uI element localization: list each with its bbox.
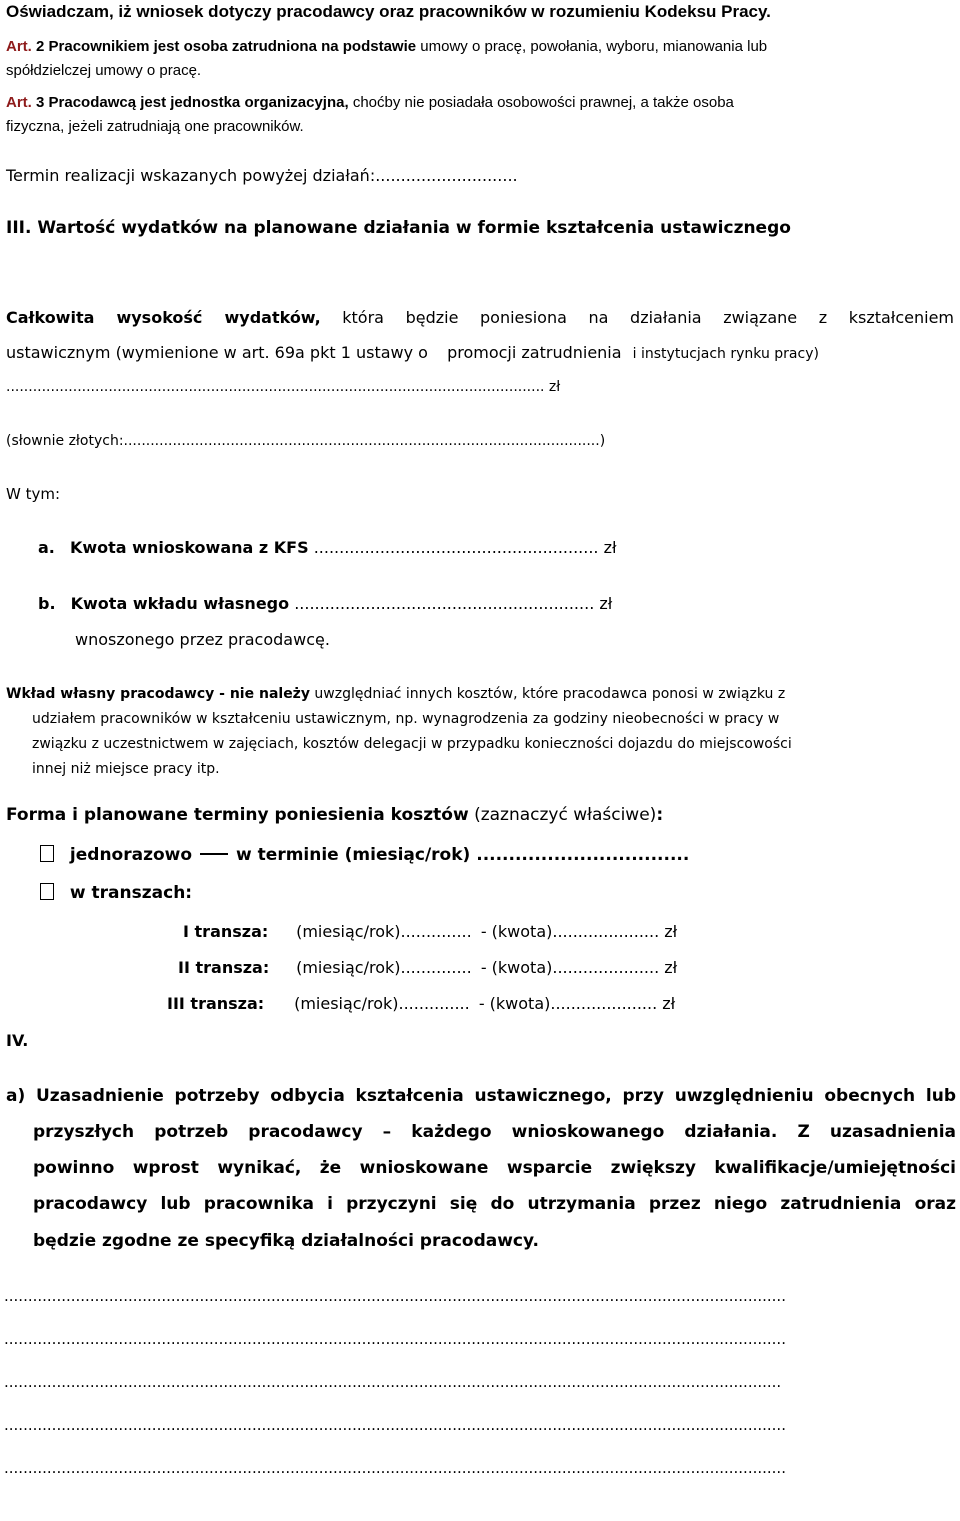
one-time-checkbox[interactable]	[40, 845, 54, 862]
tranche-amount-field[interactable]: - (kwota)..................... zł	[478, 994, 676, 1013]
option-one-time	[40, 845, 689, 865]
justification-fill-line[interactable]: ...................................................................................................................................................................	[4, 1373, 782, 1391]
total-expenses-bold: Całkowita wysokość wydatków,	[6, 308, 321, 327]
tranche-row-1	[183, 922, 677, 941]
tranche-amount-field[interactable]: - (kwota)..................... zł	[480, 922, 678, 941]
one-time-label: jednorazowo	[69, 845, 193, 865]
art2-rest: umowy o pracę, powołania, wyboru, mianowania lub	[420, 38, 768, 55]
item-b-row	[38, 594, 612, 613]
item-a-letter: a.	[38, 538, 55, 557]
statement-line: Oświadczam, iż wniosek dotyczy pracodawcy oraz pracowników w rozumieniu Kodeksu Pracy.	[6, 2, 771, 21]
art2-bold: 2 Pracownikiem jest osoba zatrudniona na podstawie	[36, 38, 417, 55]
item-b-note: wnoszonego przez pracodawcę.	[75, 630, 330, 649]
tranche-label: II transza:	[178, 958, 270, 977]
dash-separator	[200, 853, 228, 855]
total-line2-part-a: ustawicznym (wymienione w art. 69a pkt 1 ustawy o	[6, 343, 428, 362]
justification-fill-line[interactable]: ....................................................................................................................................................................	[4, 1287, 786, 1305]
justification-line-2: przyszłych potrzeb pracodawcy – każdego wnioskowanego działania. Z uzasadnienia	[33, 1122, 956, 1142]
own-contribution-line4: innej niż miejsce pracy itp.	[32, 761, 220, 777]
one-time-date-field[interactable]: w terminie (miesiąc/rok) .................................	[236, 845, 690, 865]
costs-heading-bold: Forma i planowane terminy poniesienia kosztów	[6, 805, 469, 825]
item-b-letter: b.	[38, 594, 56, 613]
section3-heading: III. Wartość wydatków na planowane działania w formie kształcenia ustawicznego	[6, 218, 791, 238]
item-a-amount-field[interactable]: ........................................................ zł	[313, 538, 617, 557]
justification-line-4: pracodawcy lub pracownika i przyczyni się do utrzymania przez niego zatrudnienia oraz	[33, 1194, 956, 1214]
total-expenses-line1	[6, 308, 954, 327]
tranche-month-field[interactable]: (miesiąc/rok)..............	[296, 922, 472, 941]
amount-in-words-line[interactable]: (słownie złotych:...........................................................................................................)	[6, 433, 606, 449]
deadline-line: Termin realizacji wskazanych powyżej działań:............................	[6, 166, 518, 185]
tranche-row-3	[167, 994, 675, 1013]
justification-line-5: będzie zgodne ze specyfiką działalności pracodawcy.	[33, 1231, 539, 1251]
tranche-label: I transza:	[183, 922, 269, 941]
costs-heading-colon: :	[656, 805, 664, 825]
art2-line2: spółdzielczej umowy o pracę.	[6, 62, 202, 79]
justification-fill-line[interactable]: ....................................................................................................................................................................	[4, 1330, 786, 1348]
total-line2-part-b: promocji zatrudnienia	[447, 343, 622, 362]
total-line2-part-c: i instytucjach rynku pracy)	[632, 346, 819, 362]
item-b-label: Kwota wkładu własnego	[70, 594, 290, 613]
justification-fill-line[interactable]: ....................................................................................................................................................................	[4, 1459, 786, 1477]
own-contribution-line3: związku z uczestnictwem w zajęciach, kosztów delegacji w przypadku konieczności dojazdu do miejscowości	[32, 736, 792, 752]
justification-line-1: a) Uzasadnienie potrzeby odbycia kształcenia ustawicznego, przy uwzględnieniu obecnych lub	[6, 1086, 956, 1106]
own-contribution-line2: udziałem pracowników w kształceniu ustawicznym, np. wynagrodzenia za godziny nieobecności w pracy w	[32, 711, 780, 727]
tranches-label: w transzach:	[69, 883, 193, 903]
art3-rest: choćby nie posiadała osobowości prawnej, a także osoba	[352, 94, 734, 111]
own-contribution-line1	[6, 686, 944, 702]
tranche-month-field[interactable]: (miesiąc/rok)..............	[294, 994, 470, 1013]
tranche-row-2	[178, 958, 677, 977]
art3-label: Art.	[6, 94, 32, 111]
amount-fill-line[interactable]: ......................................................................................................................... zł	[6, 379, 561, 395]
justification-line-3: powinno wprost wynikać, że wnioskowane wsparcie zwiększy kwalifikacje/umiejętności	[33, 1158, 956, 1178]
own-contribution-rest: uwzględniać innych kosztów, które pracodawca ponosi w związku z	[314, 686, 786, 702]
costs-heading	[6, 805, 663, 825]
total-expenses-rest: która będzie poniesiona na działania związane z kształceniem	[342, 308, 955, 327]
tranches-checkbox[interactable]	[40, 883, 54, 900]
item-a-label: Kwota wnioskowana z KFS	[69, 538, 309, 557]
total-expenses-line2	[6, 343, 819, 362]
section4-numeral: IV.	[6, 1031, 29, 1050]
tranche-amount-field[interactable]: - (kwota)..................... zł	[480, 958, 678, 977]
art3-line2: fizyczna, jeżeli zatrudniają one pracowników.	[6, 118, 304, 135]
tranche-label: III transza:	[167, 994, 265, 1013]
item-b-amount-field[interactable]: ........................................................... zł	[294, 594, 613, 613]
justification-fill-line[interactable]: ....................................................................................................................................................................	[4, 1416, 786, 1434]
of-which-label: W tym:	[6, 485, 61, 503]
art2-paragraph	[6, 38, 958, 55]
art3-paragraph	[6, 94, 958, 111]
item-a-row	[38, 538, 617, 557]
costs-heading-note: (zaznaczyć właściwe)	[474, 805, 657, 825]
art2-label: Art.	[6, 38, 32, 55]
option-tranches	[40, 883, 192, 903]
own-contribution-bold: Wkład własny pracodawcy - nie należy	[6, 686, 310, 702]
tranche-month-field[interactable]: (miesiąc/rok)..............	[296, 958, 472, 977]
art3-bold: 3 Pracodawcą jest jednostka organizacyjna,	[36, 94, 349, 111]
